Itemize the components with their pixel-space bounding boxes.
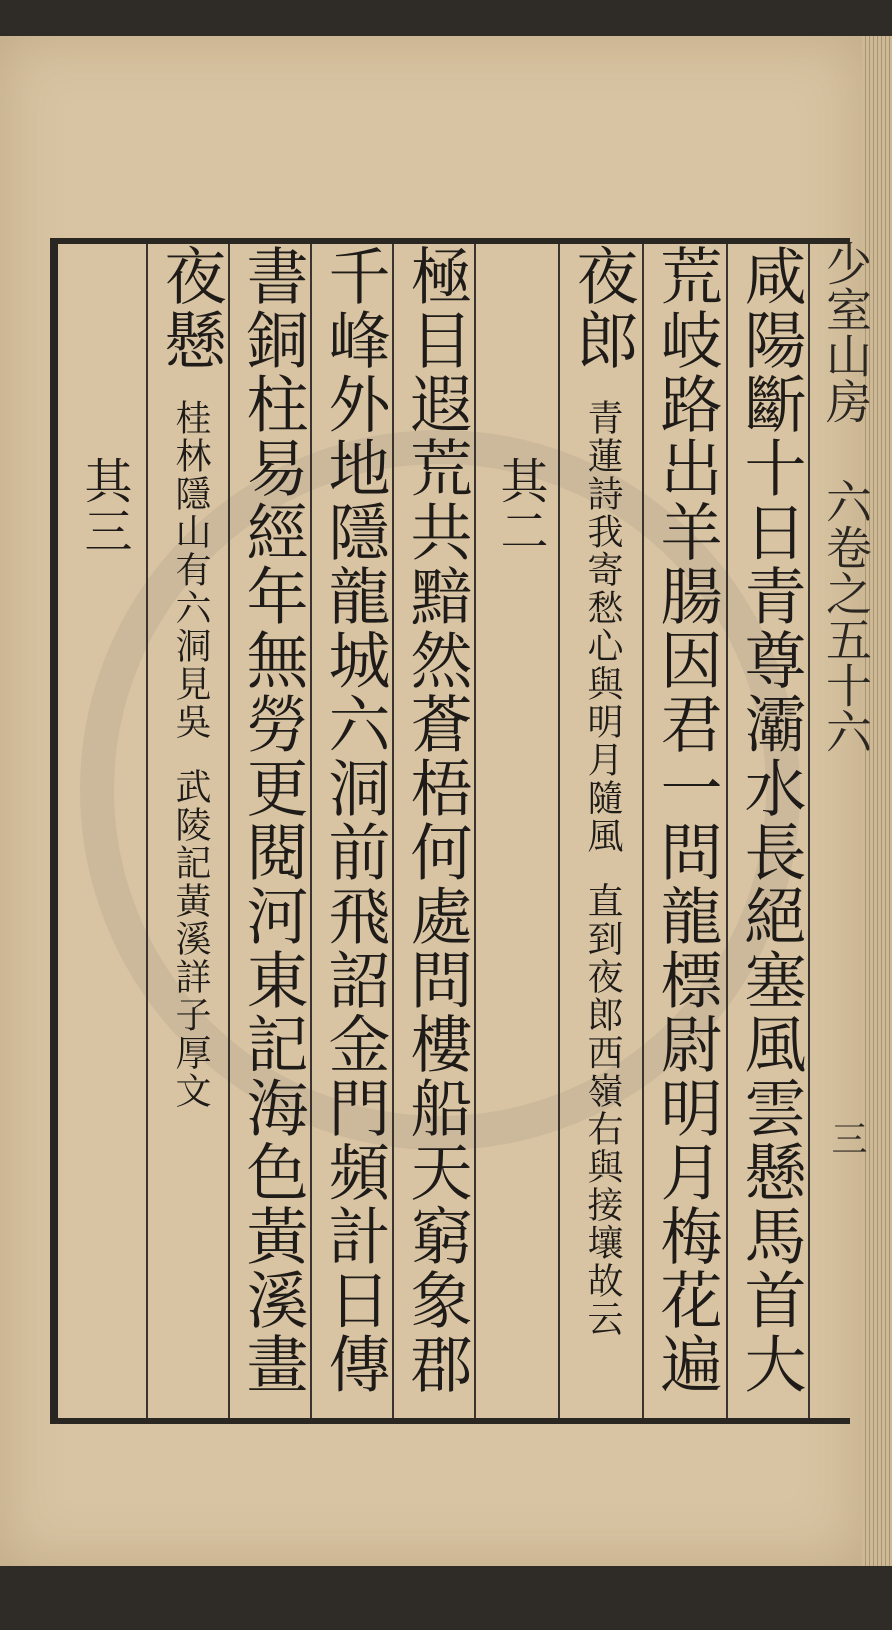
text-column-1: 咸陽斷十日青尊灞水長絕塞風雲懸馬首大 (734, 244, 807, 1396)
annotation-right: 桂林隱山有六洞見吳 (170, 399, 211, 741)
annotation-right: 青蓮詩我寄愁心與明月隨風 (582, 399, 623, 855)
text-column-3 (560, 244, 644, 1418)
verse-tail: 夜懸 (154, 244, 227, 372)
annotation-left: 直到夜郎西嶺右與接壤故云 (582, 882, 623, 1338)
folio-number: 三 (826, 1120, 867, 1156)
poem-heading-2: 其二 (492, 456, 548, 556)
annotation-left: 武陵記黃溪詳子厚文 (170, 768, 211, 1110)
text-column-8 (148, 244, 232, 1418)
poem-heading-3: 其三 (76, 456, 132, 556)
text-column-7: 書銅柱易經年無勞更閱河東記海色黃溪畫 (236, 244, 309, 1396)
margin-title: 少室山房 六卷之五十六 (819, 240, 873, 754)
verse-tail: 夜郎 (566, 244, 639, 372)
text-column-2: 荒岐路出羊腸因君一問龍標尉明月梅花遍 (650, 244, 723, 1396)
text-column-6: 千峰外地隱龍城六洞前飛詔金門頻計日傳 (318, 244, 391, 1396)
text-column-5: 極目遐荒共黯然蒼梧何處問樓船天窮象郡 (400, 244, 473, 1396)
